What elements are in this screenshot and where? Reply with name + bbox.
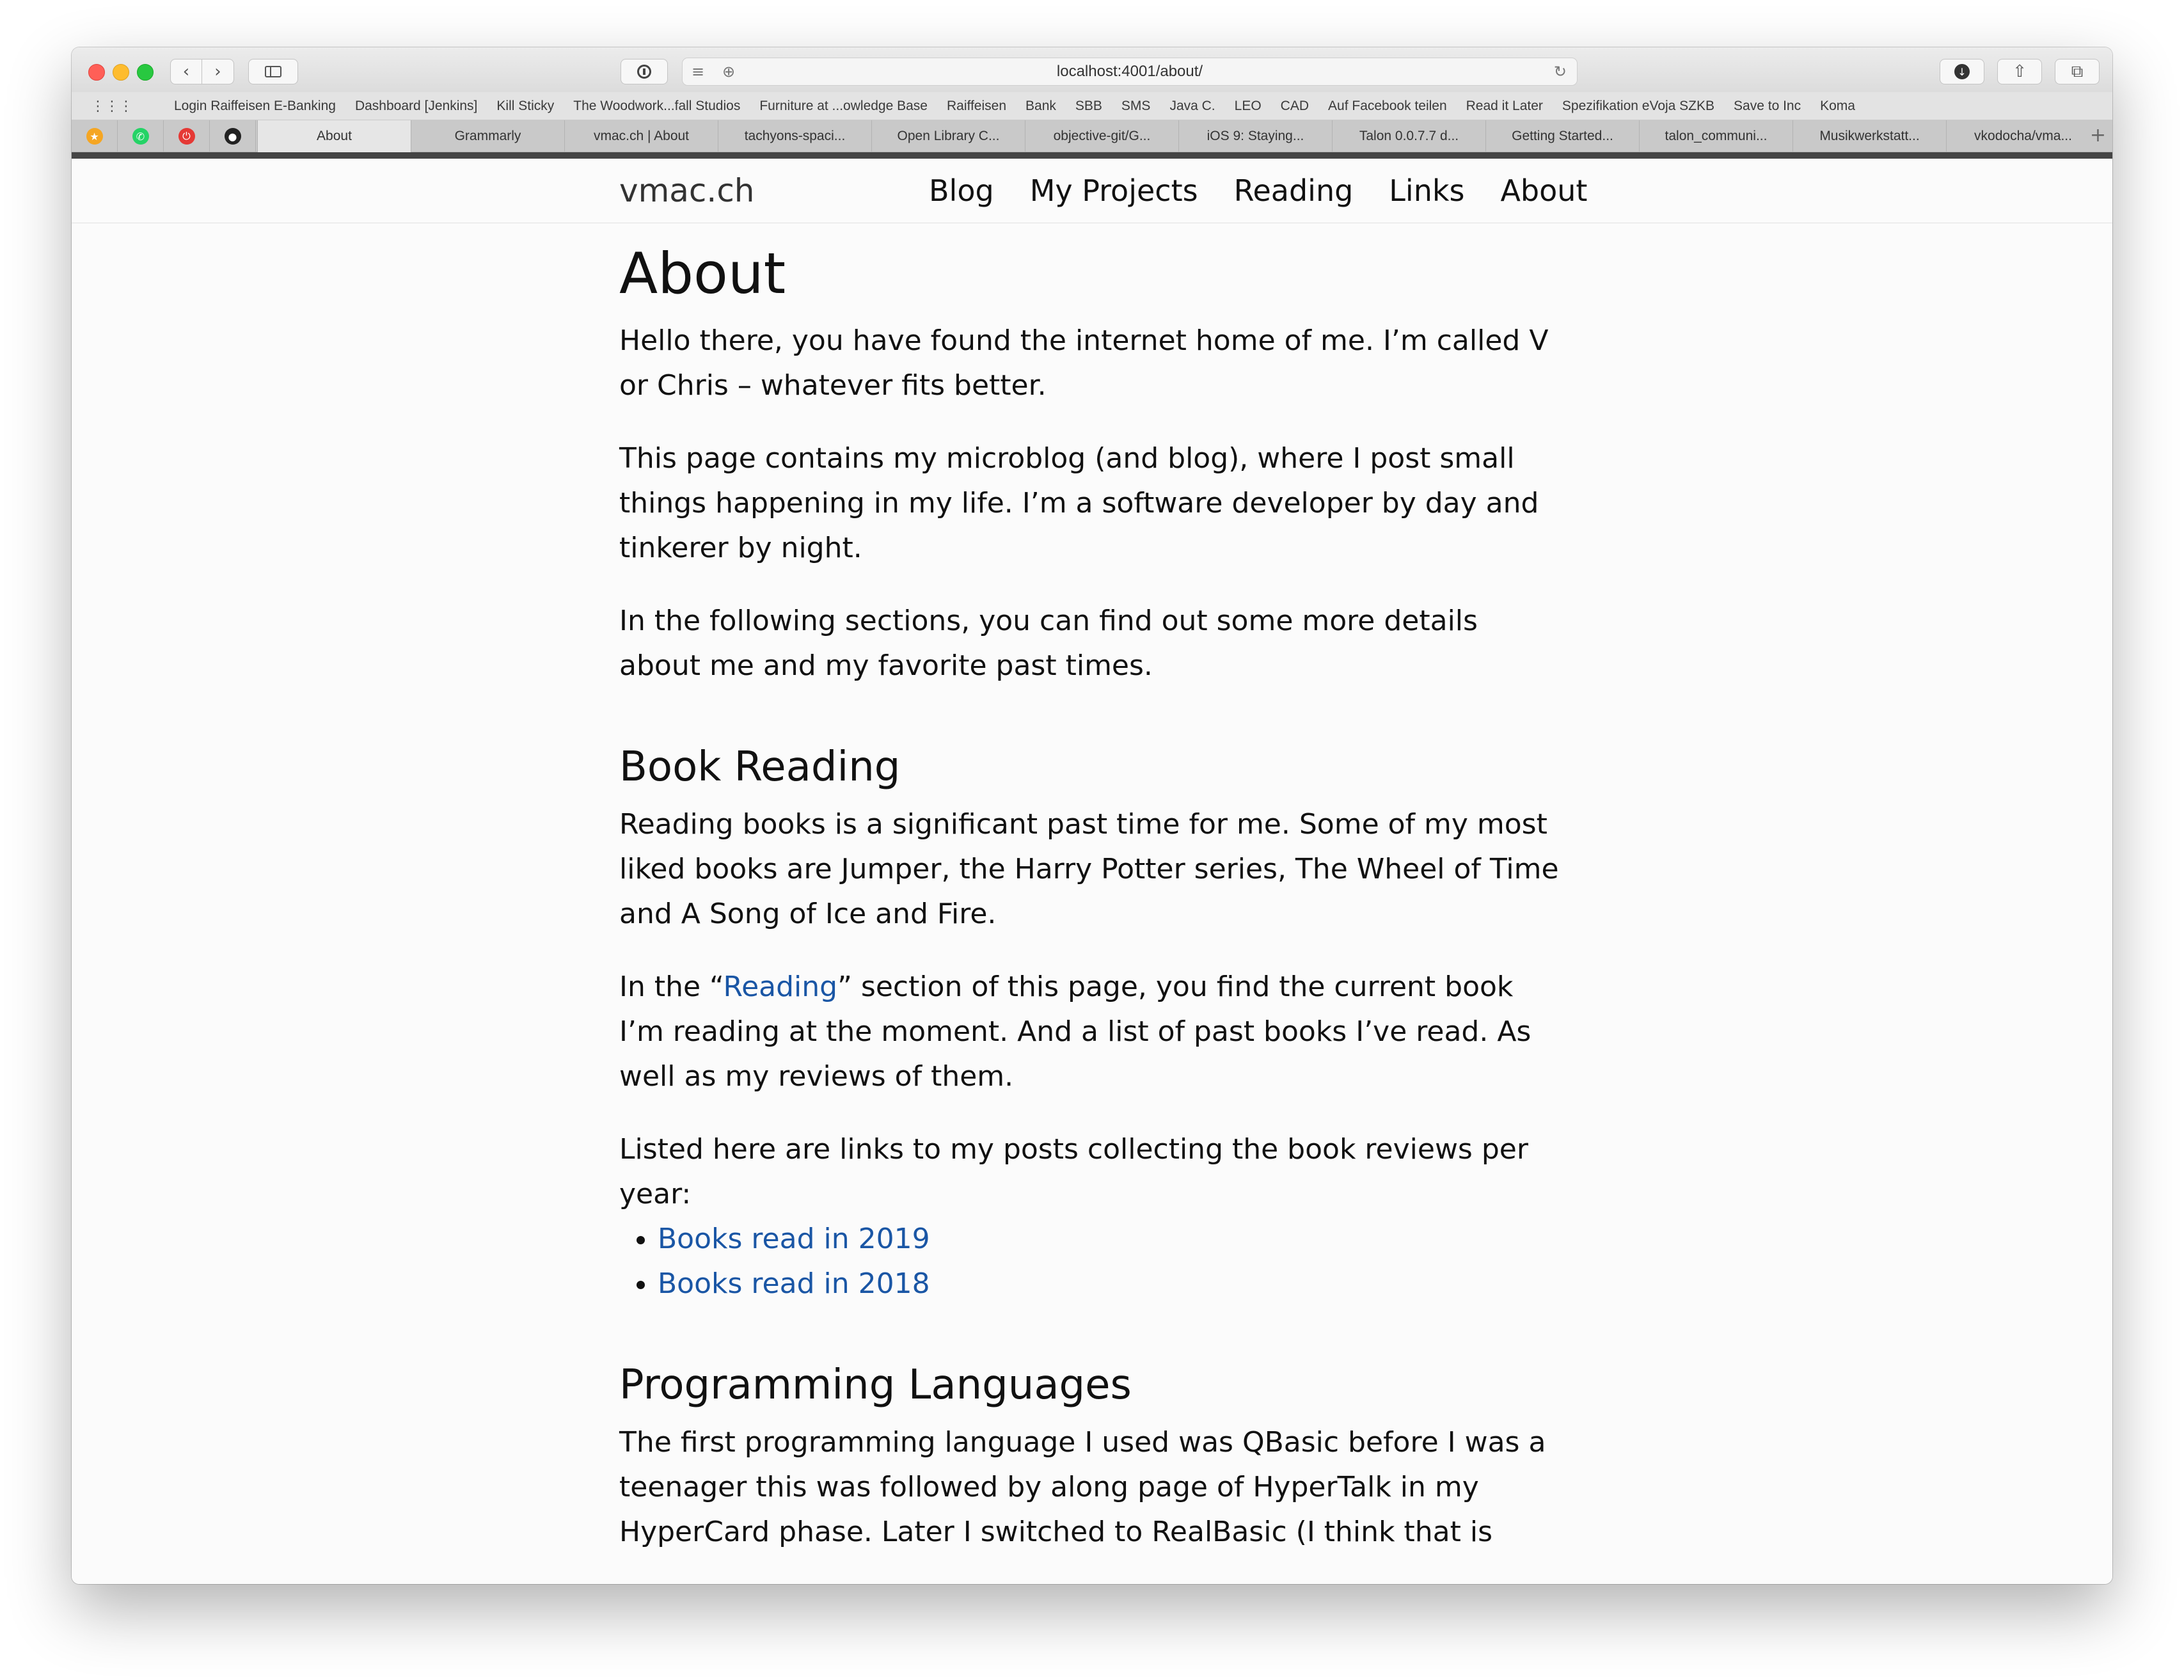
- forward-button[interactable]: [202, 59, 234, 84]
- bookmark-item[interactable]: The Woodwork...fall Studios: [573, 99, 741, 113]
- pinned-tabs: [72, 120, 256, 152]
- chevron-right-icon: ›: [214, 62, 221, 81]
- pinned-tab[interactable]: [72, 120, 118, 152]
- bookmark-item[interactable]: Spezifikation eVoja SZKB: [1562, 99, 1715, 113]
- intro-paragraph: In the following sections, you can find out some more details about me and my favorite past times.: [619, 605, 1478, 682]
- show-all-tabs-button[interactable]: [2055, 59, 2100, 84]
- bookmark-item[interactable]: SMS: [1121, 99, 1151, 113]
- share-icon: ⇧: [2013, 62, 2027, 81]
- chevron-left-icon: ‹: [182, 62, 190, 81]
- download-icon: ↓: [1954, 64, 1970, 79]
- intro-paragraph: Hello there, you have found the internet home of me. I’m called V or Chris – whatever fits better.: [619, 324, 1549, 402]
- github-icon: ●: [225, 128, 241, 145]
- bookmark-item[interactable]: Read it Later: [1466, 99, 1543, 113]
- book-paragraph: [619, 965, 1566, 1099]
- text-fragment: ” section of this page, you find the current book I’m reading at the moment. And a list of past books I’ve read. As well as my reviews of them.: [619, 971, 1531, 1093]
- tab-item[interactable]: objective-git/G...: [1025, 120, 1178, 152]
- pinned-tab[interactable]: [118, 120, 164, 152]
- whatsapp-icon: ✆: [132, 128, 149, 145]
- tab-item[interactable]: Grammarly: [411, 120, 564, 152]
- new-tab-icon[interactable]: +: [2089, 124, 2106, 147]
- site-header: [72, 159, 2112, 223]
- page-title: About: [619, 241, 786, 306]
- text-fragment: In the “: [619, 971, 724, 1003]
- zoom-window-button[interactable]: [137, 64, 154, 81]
- reading-link[interactable]: Reading: [723, 971, 838, 1003]
- tab-item[interactable]: vmac.ch | About: [564, 120, 718, 152]
- bookmark-item[interactable]: Login Raiffeisen E-Banking: [174, 99, 336, 113]
- tab-item[interactable]: Talon 0.0.7.7 d...: [1332, 120, 1485, 152]
- tab-item[interactable]: Getting Started...: [1485, 120, 1639, 152]
- add-bookmark-icon[interactable]: ⊕: [722, 63, 736, 81]
- nav-blog[interactable]: Blog: [929, 173, 994, 208]
- bookmark-item[interactable]: CAD: [1280, 99, 1310, 113]
- bookmark-list: [174, 92, 1855, 120]
- bookmarks-bar: [72, 92, 2112, 120]
- bookmark-item[interactable]: Koma: [1820, 99, 1855, 113]
- reader-view-icon[interactable]: ≡: [692, 63, 705, 81]
- browser-window: [72, 47, 2112, 1584]
- sidebar-icon: [265, 66, 281, 77]
- tab-about[interactable]: About: [257, 120, 411, 152]
- article: [619, 229, 1566, 1583]
- books-2019-link[interactable]: Books read in 2019: [658, 1223, 930, 1255]
- address-bar[interactable]: [682, 58, 1578, 86]
- programming-paragraph: The first programming language I used was QBasic before I was a teenager this was followed by along page of HyperTalk in my HyperCard phase. Later I switched to RealBasic (I think that is: [619, 1426, 1546, 1548]
- bookmark-item[interactable]: Dashboard [Jenkins]: [354, 99, 478, 113]
- tab-item[interactable]: iOS 9: Staying...: [1178, 120, 1332, 152]
- intro-paragraph: This page contains my microblog (and blog), where I post small things happening in my life. I’m a software developer by day and tinkerer by night.: [619, 442, 1539, 564]
- close-window-button[interactable]: [88, 64, 105, 81]
- tab-bar-divider: [72, 152, 2112, 159]
- tab-list: [257, 120, 2100, 152]
- browser-toolbar: [72, 47, 2112, 92]
- list-item: [658, 1217, 1566, 1262]
- nav-links[interactable]: Links: [1389, 173, 1465, 208]
- nav-reading[interactable]: Reading: [1233, 173, 1354, 208]
- tab-item[interactable]: talon_communi...: [1639, 120, 1792, 152]
- nav-about[interactable]: About: [1500, 173, 1588, 208]
- section-heading-programming: Programming Languages: [619, 1361, 1132, 1409]
- tab-item[interactable]: vkodocha/vma...: [1946, 120, 2100, 152]
- pinned-tab[interactable]: [210, 120, 256, 152]
- downloads-button[interactable]: [1940, 59, 1984, 84]
- site-nav: [929, 159, 1587, 223]
- onepassword-icon: [637, 65, 651, 79]
- bookmark-item[interactable]: Kill Sticky: [496, 99, 555, 113]
- book-review-list: [619, 1217, 1566, 1306]
- bookmark-item[interactable]: Furniture at ...owledge Base: [759, 99, 928, 113]
- tab-item[interactable]: Musikwerkstatt...: [1792, 120, 1946, 152]
- bookmark-item[interactable]: Auf Facebook teilen: [1328, 99, 1447, 113]
- nav-my-projects[interactable]: My Projects: [1029, 173, 1198, 208]
- share-button[interactable]: [1997, 59, 2042, 84]
- sidebar-toggle-button[interactable]: [248, 59, 298, 84]
- bookmark-item[interactable]: Save to Inc: [1734, 99, 1801, 113]
- book-paragraph: Reading books is a significant past time for me. Some of my most liked books are Jumper, the Harry Potter series, The Wheel of Time and A Song of Ice and Fire.: [619, 808, 1559, 930]
- section-heading-book-reading: Book Reading: [619, 743, 901, 791]
- tab-item[interactable]: Open Library C...: [871, 120, 1025, 152]
- bookmark-item[interactable]: SBB: [1075, 99, 1102, 113]
- reload-icon[interactable]: ↻: [1553, 63, 1567, 81]
- pinned-tab[interactable]: [164, 120, 210, 152]
- books-2018-link[interactable]: Books read in 2018: [658, 1267, 930, 1300]
- star-icon: ★: [86, 128, 103, 145]
- bookmark-item[interactable]: Java C.: [1169, 99, 1215, 113]
- power-icon: ⏻: [178, 128, 195, 145]
- list-item: [658, 1262, 1566, 1306]
- site-title[interactable]: vmac.ch: [619, 172, 755, 209]
- web-page: [72, 159, 2112, 1584]
- back-button[interactable]: [170, 59, 202, 84]
- grid-icon[interactable]: ⋮⋮⋮: [91, 99, 133, 115]
- password-manager-button[interactable]: [621, 59, 668, 84]
- tab-bar: [72, 120, 2112, 152]
- bookmark-item[interactable]: Raiffeisen: [947, 99, 1007, 113]
- book-paragraph: Listed here are links to my posts collecting the book reviews per year:: [619, 1133, 1528, 1210]
- tabs-overview-icon: ⧉: [2071, 61, 2084, 81]
- minimize-window-button[interactable]: [113, 64, 129, 81]
- bookmark-item[interactable]: LEO: [1234, 99, 1262, 113]
- tab-item[interactable]: tachyons-spaci...: [718, 120, 871, 152]
- url-text: localhost:4001/about/: [1056, 63, 1203, 80]
- history-nav: [170, 59, 234, 84]
- bookmark-item[interactable]: Bank: [1025, 99, 1056, 113]
